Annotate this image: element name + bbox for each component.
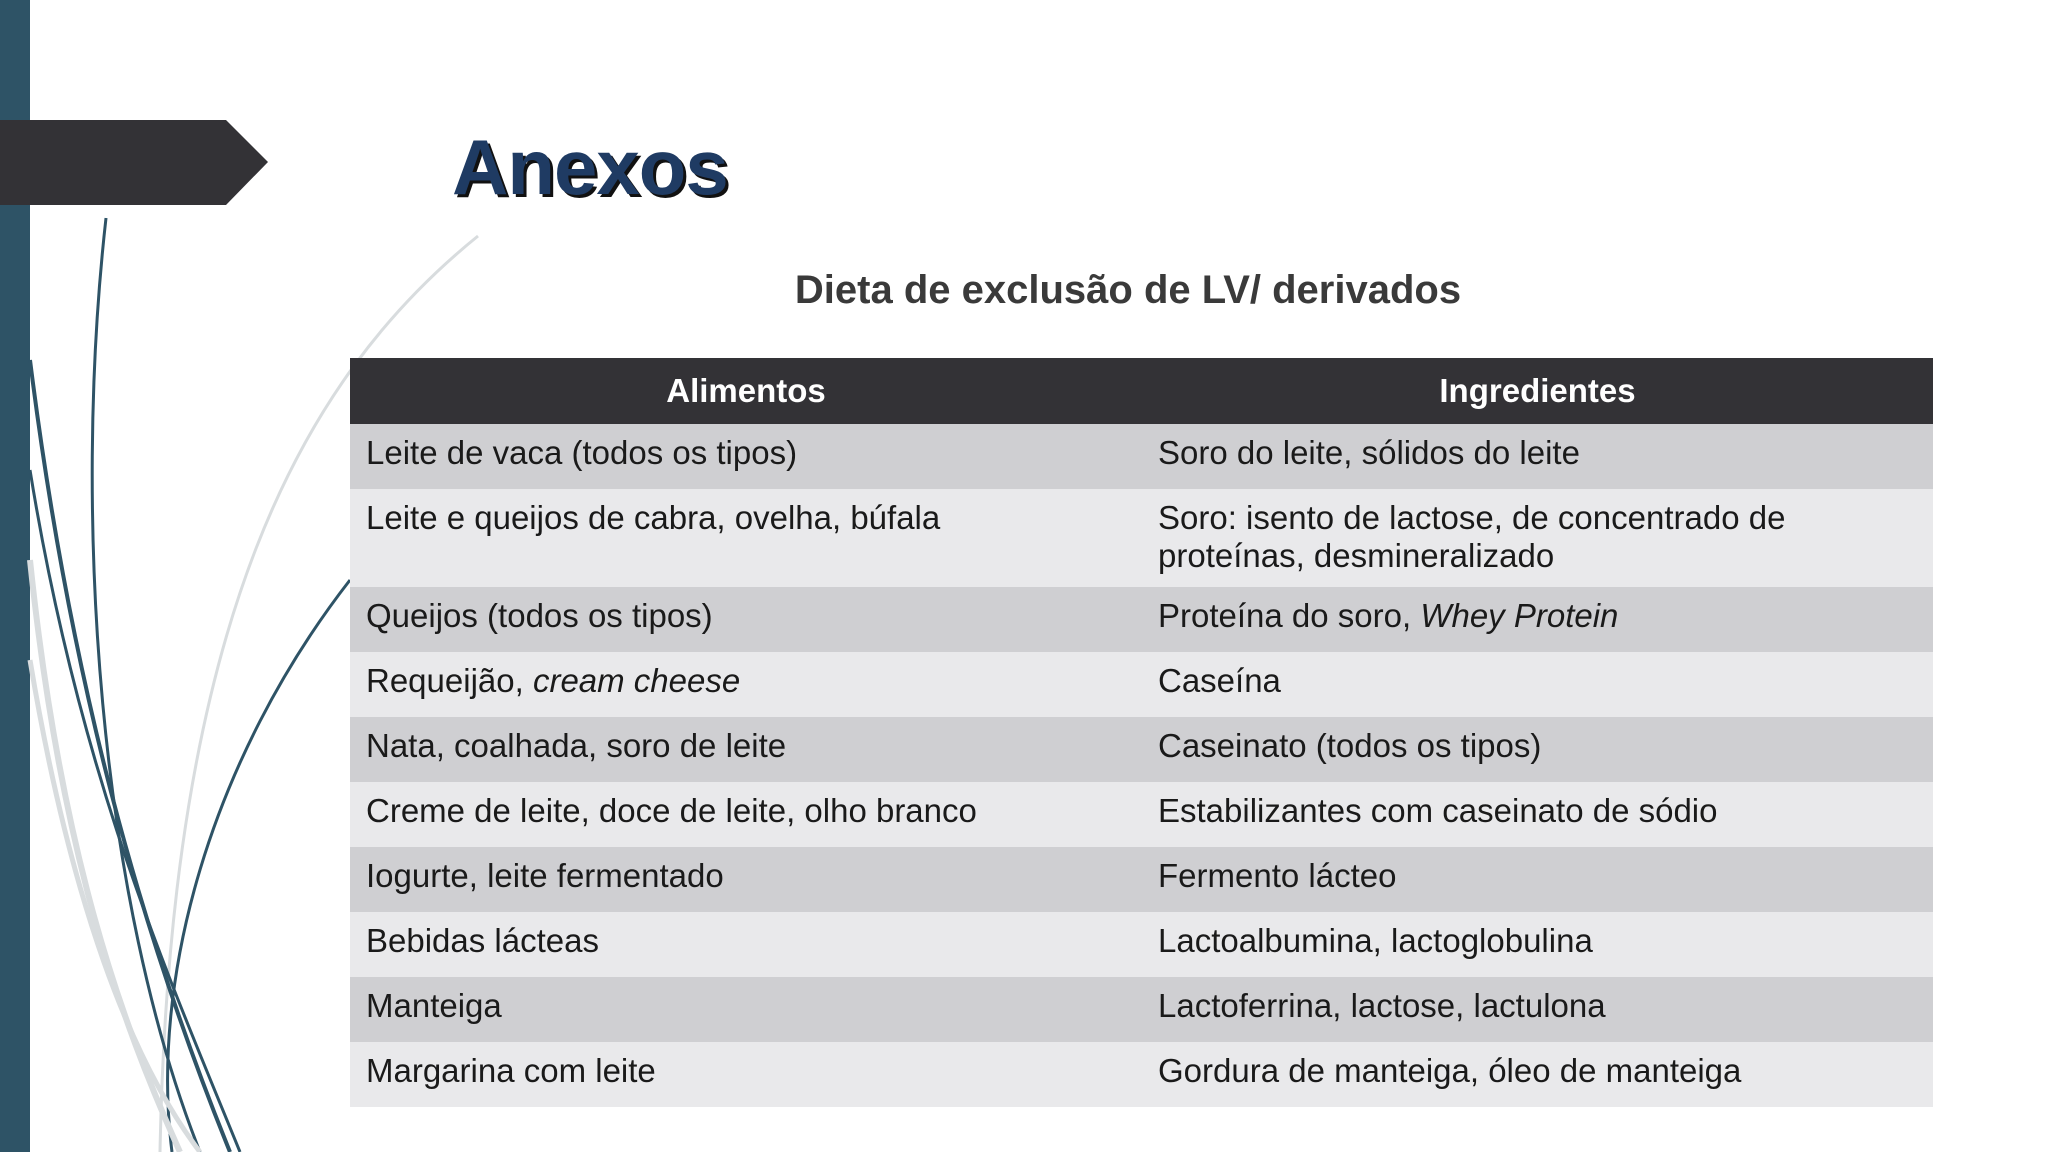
table-row [350, 652, 1933, 717]
table-row [350, 847, 1933, 912]
ingrediente-italic-text: Whey Protein [1420, 597, 1619, 634]
table-row [350, 587, 1933, 652]
cell-ingrediente: Fermento lácteo [1142, 847, 1933, 912]
exclusion-diet-table [350, 358, 1933, 1107]
cell-alimento: Iogurte, leite fermentado [350, 847, 1142, 912]
table-row [350, 912, 1933, 977]
arrow-tab-shape [0, 120, 268, 205]
table-row [350, 717, 1933, 782]
table-row [350, 489, 1933, 587]
page-title: Anexos [452, 123, 728, 211]
table-row [350, 977, 1933, 1042]
cell-ingrediente: Caseína [1142, 652, 1933, 717]
cell-ingrediente: Lactoalbumina, lactoglobulina [1142, 912, 1933, 977]
cell-alimento: Leite e queijos de cabra, ovelha, búfala [350, 489, 1142, 587]
cell-alimento: Nata, coalhada, soro de leite [350, 717, 1142, 782]
ingrediente-text: Proteína do soro, [1158, 597, 1421, 634]
alimento-italic-text: cream cheese [532, 662, 741, 699]
header-alimentos: Alimentos [350, 358, 1142, 424]
cell-ingrediente: Soro do leite, sólidos do leite [1142, 424, 1933, 489]
cell-alimento [350, 652, 1142, 717]
light-curve-2 [30, 560, 180, 1152]
cell-ingrediente: Soro: isento de lactose, de concentrado de proteínas, desmineralizado [1142, 489, 1933, 587]
cell-alimento: Bebidas lácteas [350, 912, 1142, 977]
cell-alimento: Manteiga [350, 977, 1142, 1042]
cell-ingrediente [1142, 587, 1933, 652]
alimento-text: Requeijão, [366, 662, 533, 699]
cell-alimento: Margarina com leite [350, 1042, 1142, 1107]
cell-alimento: Queijos (todos os tipos) [350, 587, 1142, 652]
cell-ingrediente: Lactoferrina, lactose, lactulona [1142, 977, 1933, 1042]
cell-ingrediente: Gordura de manteiga, óleo de manteiga [1142, 1042, 1933, 1107]
cell-ingrediente: Caseinato (todos os tipos) [1142, 717, 1933, 782]
table-row [350, 1042, 1933, 1107]
cell-alimento: Creme de leite, doce de leite, olho branco [350, 782, 1142, 847]
cell-alimento: Leite de vaca (todos os tipos) [350, 424, 1142, 489]
table-caption: Dieta de exclusão de LV/ derivados [794, 268, 1462, 312]
table-row [350, 424, 1933, 489]
cell-ingrediente: Estabilizantes com caseinato de sódio [1142, 782, 1933, 847]
header-ingredientes: Ingredientes [1142, 358, 1933, 424]
table-row [350, 782, 1933, 847]
table-header-row [350, 358, 1933, 424]
